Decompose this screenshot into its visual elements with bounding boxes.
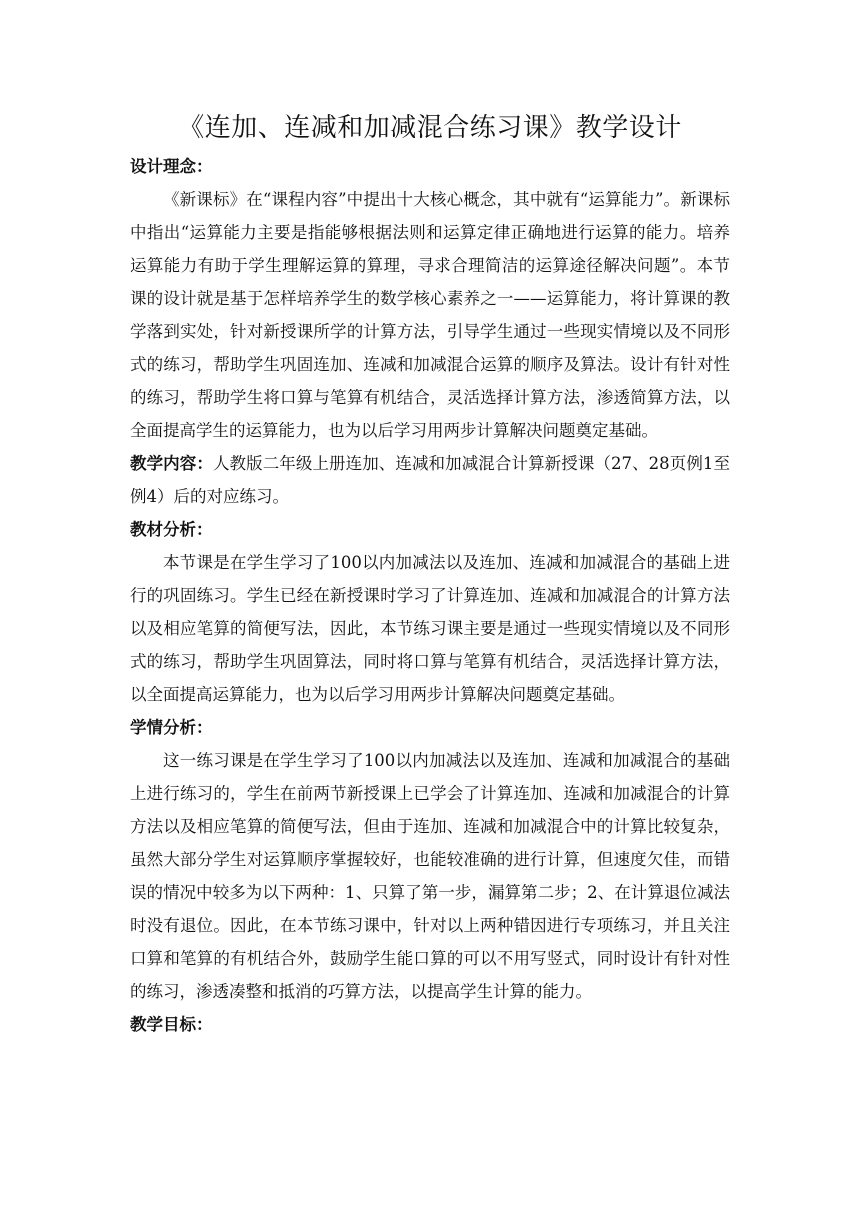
document-title: 《连加、连减和加减混合练习课》教学设计	[178, 113, 682, 143]
section-paragraph: 本节课是在学生学习了100以内加减法以及连加、连减和加减混合的基础上进行的巩固练习。学生已经在新授课时学习了计算连加、连减和加减混合的计算方法以及相应笔算的简便写法，因此，本节练习课主要是通过一些现实情境以及不同形式的练习，帮助学生巩固算法，同时将口算与笔算有机结合，灵活选择计算方法，以全面提高运算能力，也为以后学习用两步计算解决问题奠定基础。	[130, 553, 730, 704]
section-heading: 教学内容：	[130, 454, 213, 473]
document-body	[130, 150, 730, 1041]
section-paragraph: 《新课标》在“课程内容”中提出十大核心概念，其中就有“运算能力”。新课标中指出“运算能力主要是指能够根据法则和运算定律正确地进行运算的能力。培养运算能力有助于学生理解运算的算理，寻求合理简洁的运算途径解决问题”。本节课的设计就是基于怎样培养学生的数学核心素养之一——运算能力，将计算课的教学落到实处，针对新授课所学的计算方法，引导学生通过一些现实情境以及不同形式的练习，帮助学生巩固连加、连减和加减混合运算的顺序及算法。设计有针对性的练习，帮助学生将口算与笔算有机结合，灵活选择计算方法，渗透简算方法，以全面提高学生的运算能力，也为以后学习用两步计算解决问题奠定基础。	[130, 190, 730, 440]
section-heading: 教学目标：	[130, 1015, 213, 1034]
section-teaching-content	[130, 447, 730, 513]
section-paragraph: 这一练习课是在学生学习了100以内加减法以及连加、连减和加减混合的基础上进行练习的，学生在前两节新授课上已学会了计算连加、连减和加减混合的计算方法以及相应笔算的简便写法，但由于连加、连减和加减混合中的计算比较复杂，虽然大部分学生对运算顺序掌握较好，也能较准确的进行计算，但速度欠佳，而错误的情况中较多为以下两种：1、只算了第一步，漏算第二步；2、在计算退位减法时没有退位。因此，在本节练习课中，针对以上两种错因进行专项练习，并且关注口算和笔算的有机结合外，鼓励学生能口算的可以不用写竖式，同时设计有针对性的练习，渗透凑整和抵消的巧算方法，以提高学生计算的能力。	[130, 751, 730, 1001]
section-paragraph-text: 人教版二年级上册连加、连减和加减混合计算新授课（27、28页例1至例4）后的对应练习。	[130, 454, 730, 506]
section-student-analysis	[130, 711, 730, 1008]
section-heading: 学情分析：	[130, 718, 213, 737]
section-heading: 设计理念：	[130, 157, 213, 176]
section-heading: 教材分析：	[130, 520, 213, 539]
section-teaching-goals	[130, 1008, 730, 1041]
section-design-concept	[130, 150, 730, 447]
section-paragraph-inline	[130, 447, 730, 513]
section-material-analysis	[130, 513, 730, 711]
